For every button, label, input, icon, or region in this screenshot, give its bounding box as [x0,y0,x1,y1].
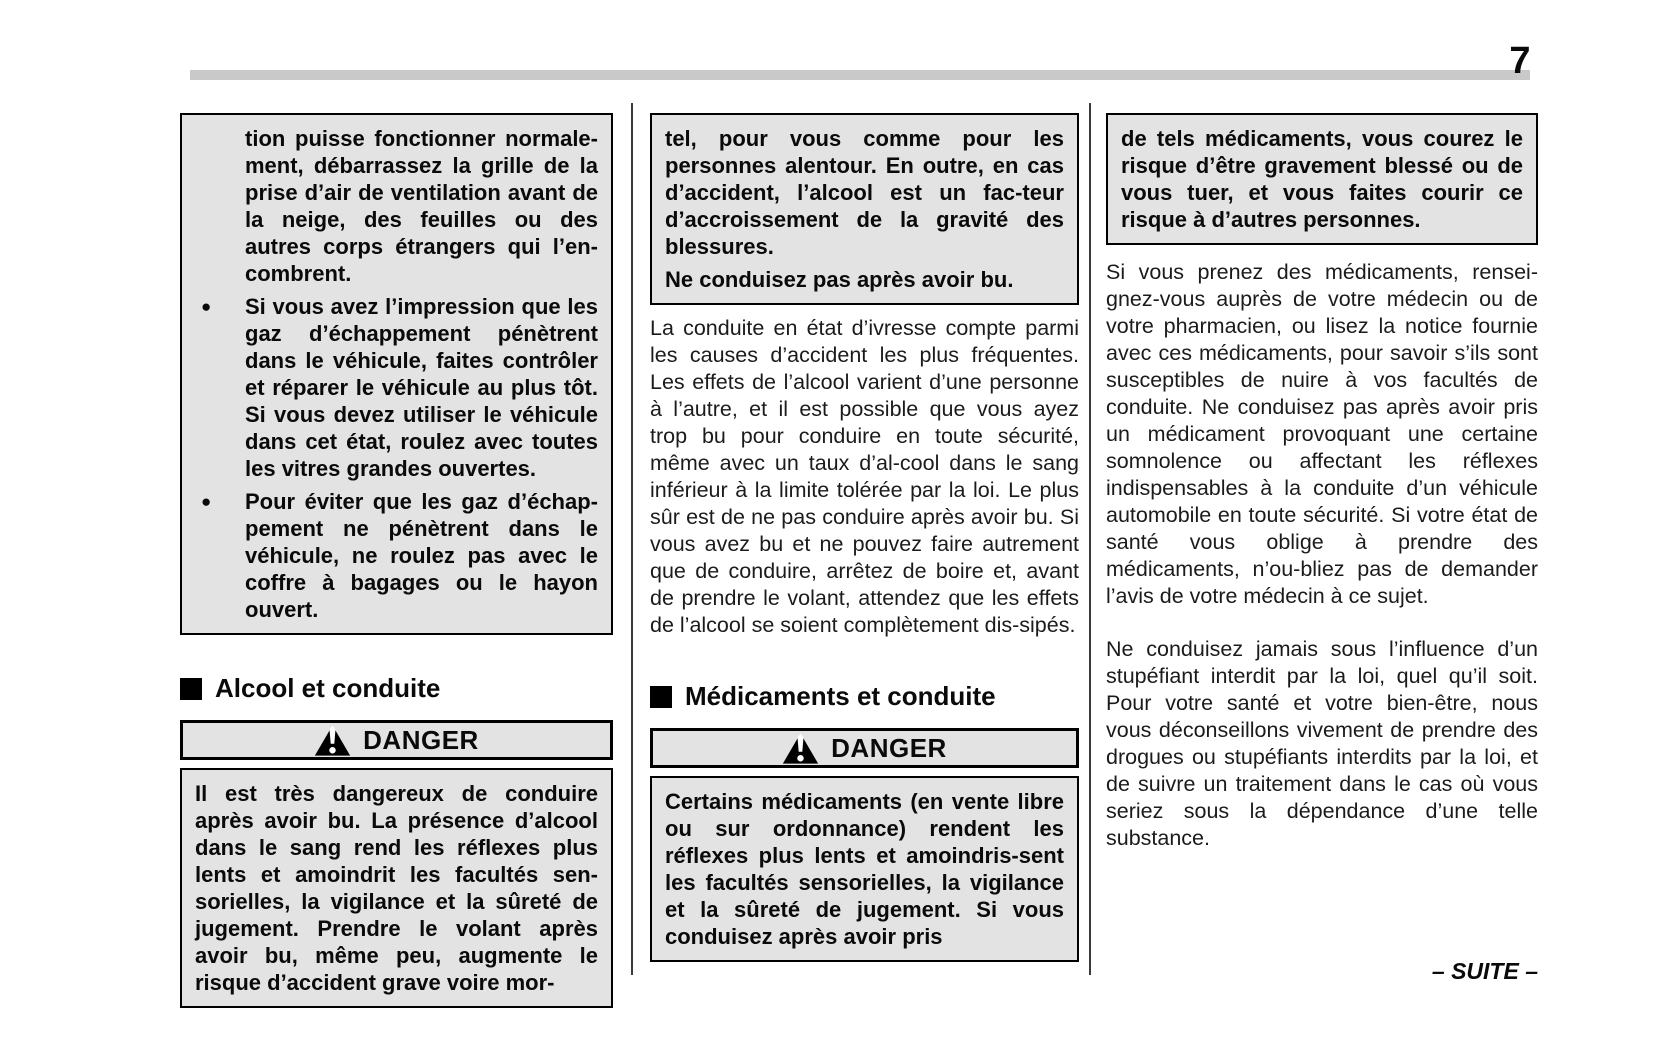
column-1 [180,113,613,1008]
danger-banner [180,720,613,760]
section-heading-label: Médicaments et conduite [685,681,996,711]
header-rule [190,70,1530,80]
danger-text: Ne conduisez pas après avoir bu. [665,267,1014,292]
warning-text: Si vous avez l’impression que les gaz d’échappement pénètrent dans le véhicule, faites contrôler et réparer le véhicule au plus tôt. Si vous devez utiliser le véhicule dans cet état, roulez avec toutes les vitres grandes ouvertes. [245,294,598,481]
warning-box-paragraph [195,125,598,287]
warning-triangle-icon [314,725,351,756]
danger-box-medicaments [650,776,1079,962]
danger-text: Certains médicaments (en vente libre ou sur ordonnance) rendent les réflexes plus lents et amoindris-sent les facultés sensorielles, la vigilance et la sûreté de jugement. Si vous conduisez après avoir pris [665,789,1064,949]
warning-box-bullet-item [195,488,598,623]
column-2 [650,113,1079,962]
danger-text: tel, pour vous comme pour les personnes alentour. En outre, en cas d’accident, l’alcool est un fac-teur d’accroissement de la gravité des blessures. [665,126,1064,259]
bullet-icon: ● [201,297,212,316]
danger-banner [650,728,1079,768]
danger-text: de tels médicaments, vous courez le risque d’être gravement blessé ou de vous tuer, et vous faites courir ce risque à d’autres personnes. [1121,126,1523,232]
bullet-icon: ● [201,492,212,511]
section-heading-medicaments-et-conduite [650,681,1079,712]
warning-triangle-icon [782,733,819,764]
section-marker-icon [180,678,202,700]
warning-box-continued [180,113,613,635]
body-paragraph: La conduite en état d’ivresse compte parmi les causes d’accident les plus fréquentes. Les effets de l’alcool varient d’une personne à l’autre, et il est possible que vous ayez trop bu pour conduire en toute sécurité, même avec un taux d’al-cool dans le sang inférieur à la limite tolérée par la loi. Le plus sûr est de ne pas conduire après avoir bu. Si vous avez bu et ne pouvez faire autrement que de conduire, arrêtez de boire et, avant de prendre le volant, attendez que les effets de l’alcool se soient complètement dis-sipés. [650,316,1079,637]
continuation-marker: – SUITE – [1431,958,1538,984]
section-heading-alcool-et-conduite [180,673,613,704]
danger-box-continued [650,113,1079,305]
column-divider [1089,103,1091,975]
column-3 [1106,113,1538,852]
danger-label: DANGER [831,732,947,763]
warning-text: Pour éviter que les gaz d’échap-pement ne pénètrent dans le véhicule, ne roulez pas avec le coffre à bagages ou le hayon ouvert. [245,489,598,622]
warning-box-bullet-item [195,293,598,482]
danger-box-alcool [180,768,613,1008]
section-marker-icon [650,686,672,708]
section-heading-label: Alcool et conduite [215,673,441,703]
column-divider [631,103,633,975]
danger-label: DANGER [363,724,479,755]
body-paragraph: Si vous prenez des médicaments, rensei-gnez-vous auprès de votre médecin ou de votre pharmacien, ou lisez la notice fournie avec ces médicaments, pour savoir s’ils sont susceptibles de nuire à vos facultés de conduite. Ne conduisez pas après avoir pris un médicament provoquant une certaine somnolence ou affectant les réflexes indispensables à la conduite d’un véhicule automobile en toute sécurité. Si votre état de santé vous oblige à prendre des médicaments, n’ou-bliez pas de demander l’avis de votre médecin à ce sujet. [1106,260,1538,608]
danger-box-continued [1106,113,1538,245]
bullet-spacer [195,125,245,287]
danger-text: Il est très dangereux de conduire après avoir bu. La présence d’alcool dans le sang rend les réflexes plus lents et amoindrit les facultés sen-sorielles, la vigilance et la sûreté de jugement. Prendre le volant après avoir bu, même peu, augmente le risque d’accident grave voire mor- [195,781,598,995]
body-paragraph: Ne conduisez jamais sous l’influence d’un stupéfiant interdit par la loi, quel qu’il soit. Pour votre santé et votre bien-être, nous vous déconseillons vivement de prendre des drogues ou stupéfiants interdits par la loi, et de suivre un traitement dans le cas où vous seriez sous la dépendance d’une telle substance. [1106,637,1538,850]
page-number: 7 [1509,40,1531,82]
warning-text: tion puisse fonctionner normale-ment, débarrassez la grille de la prise d’air de ventilation avant de la neige, des feuilles ou des autres corps étrangers qui l’en-combrent. [245,126,598,286]
